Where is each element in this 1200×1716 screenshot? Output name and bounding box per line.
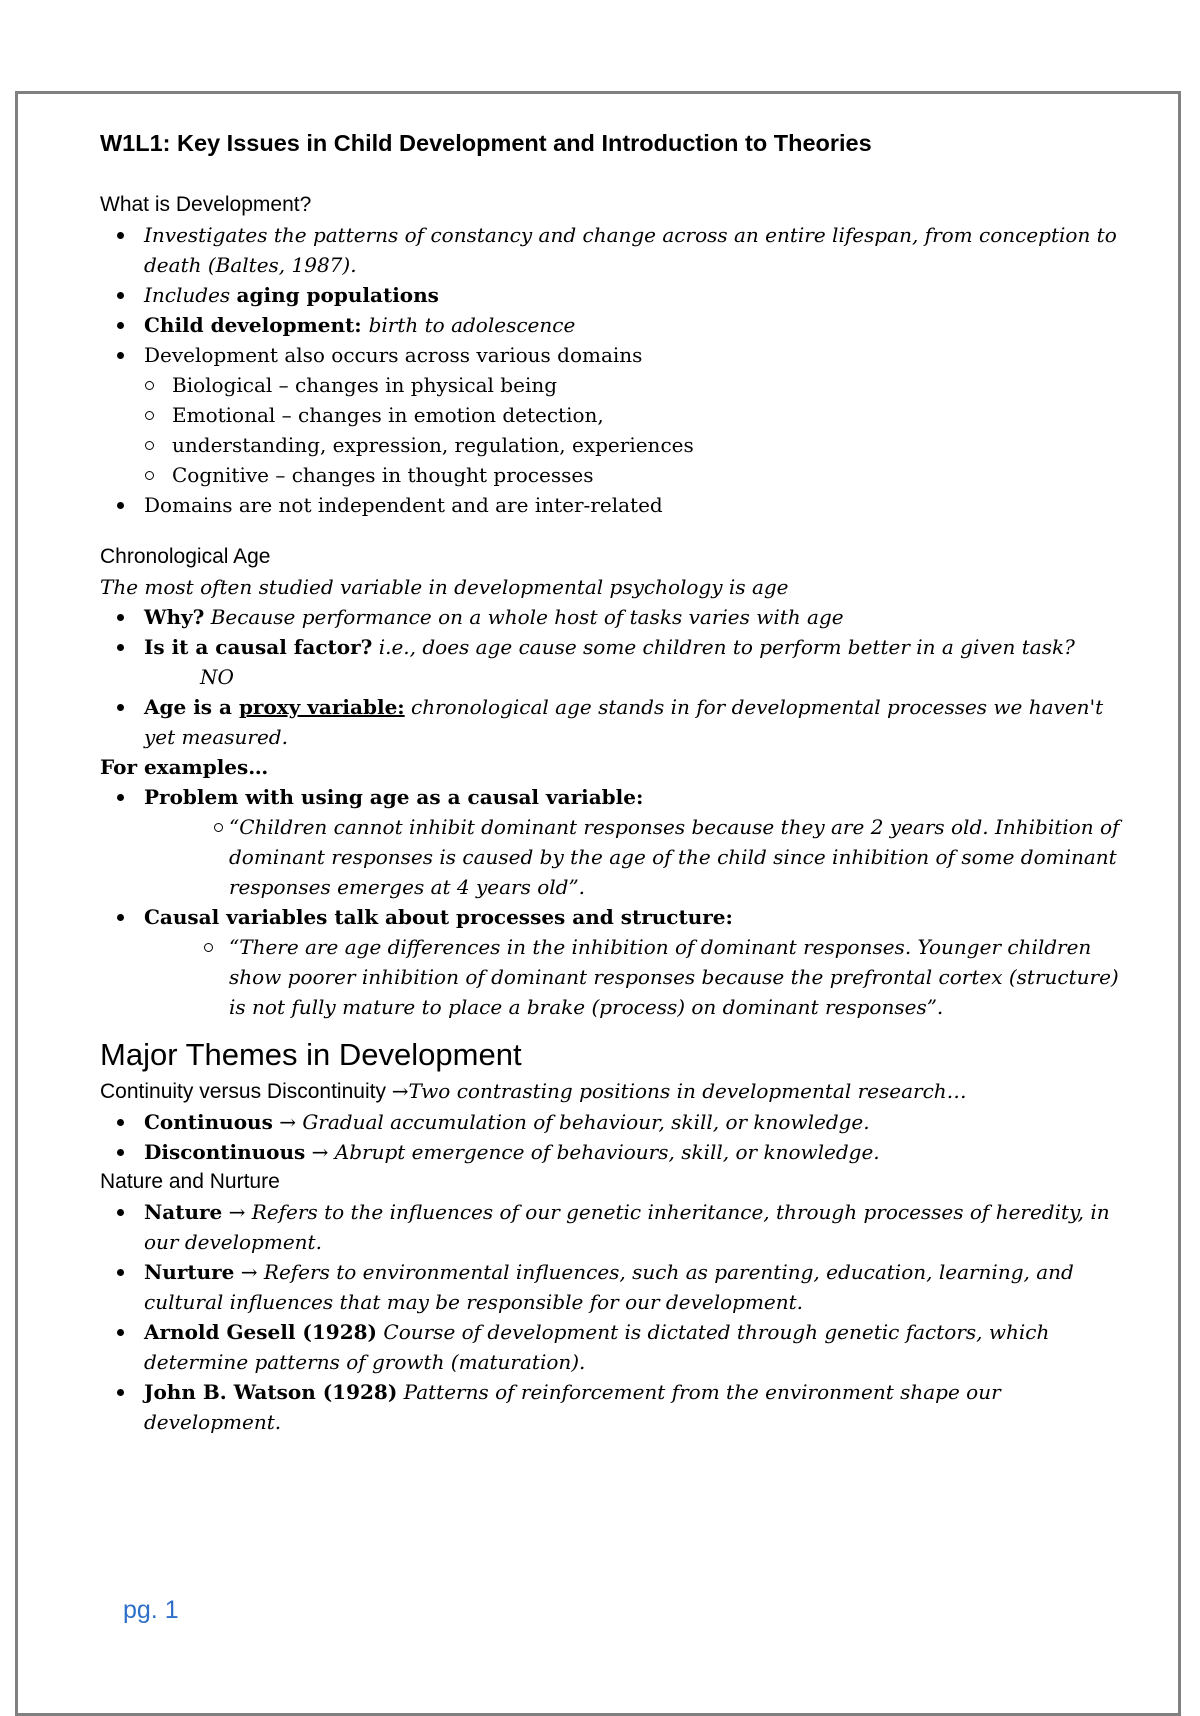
list-item: Child development: birth to adolescence [100, 310, 1130, 340]
section-heading-major-themes: Major Themes in Development [100, 1037, 522, 1072]
nature-nurture-heading: Nature and Nurture [100, 1170, 280, 1193]
sub-list-item: Cognitive – changes in thought processes [144, 460, 1130, 490]
list-item: Domains are not independent and are inter-related [100, 490, 1130, 520]
list-item: Discontinuous → Abrupt emergence of behaviours, skill, or knowledge. [100, 1137, 1130, 1167]
list-item: Investigates the patterns of constancy and change across an entire lifespan, from conception to death (Baltes, 1987). [100, 220, 1130, 280]
list-item: Includes aging populations [100, 280, 1130, 310]
sub-list-item: “Children cannot inhibit dominant responses because they are 2 years old. Inhibition of dominant responses is caused by the age of the child since inhibition of some dominant responses emerges at 4 years old”. [188, 812, 1130, 902]
list-item: Nature → Refers to the influences of our genetic inheritance, through processes of heredity, in our development. [100, 1197, 1130, 1257]
no-answer: NO [200, 665, 234, 689]
list-item: Nurture → Refers to environmental influences, such as parenting, education, learning, and cultural influences that may be responsible for our development. [100, 1257, 1130, 1317]
domains-sublist [144, 370, 1130, 490]
document-body [100, 128, 1130, 1437]
problem-sublist [144, 812, 1130, 902]
list-item: Arnold Gesell (1928) Course of development is dictated through genetic factors, which determine patterns of growth (maturation). [100, 1317, 1130, 1377]
sub-list-item: Emotional – changes in emotion detection, [144, 400, 1130, 430]
list-item: Is it a causal factor? i.e., does age cause some children to perform better in a given task? [100, 632, 1130, 662]
proxy-list [100, 692, 1130, 752]
section-heading-chronological-age: Chronological Age [100, 545, 271, 568]
list-item: Continuous → Gradual accumulation of behaviour, skill, or knowledge. [100, 1107, 1130, 1137]
list-item: Causal variables talk about processes and structure: “There are age differences in the inhibition of dominant responses. Younger children show poorer inhibition of dominant responses because the prefrontal cortex (structure) is not fully mature to place a brake (process) on dominant responses”. [100, 902, 1130, 1022]
list-item: Problem with using age as a causal variable: “Children cannot inhibit dominant responses because they are 2 years old. Inhibition of dominant responses is caused by the age of the child since inhibition of some dominant responses emerges at 4 years old”. [100, 782, 1130, 902]
chronological-list [100, 602, 1130, 662]
development-list [100, 220, 1130, 520]
causal-vars-sublist [144, 932, 1130, 1022]
list-item: Why? Because performance on a whole host of tasks varies with age [100, 602, 1130, 632]
list-item: John B. Watson (1928) Patterns of reinforcement from the environment shape our development. [100, 1377, 1130, 1437]
continuity-list [100, 1107, 1130, 1167]
examples-list [100, 782, 1130, 1022]
sub-list-item: understanding, expression, regulation, experiences [144, 430, 1130, 460]
document-title: W1L1: Key Issues in Child Development and Introduction to Theories [100, 130, 872, 156]
sub-list-item: “There are age differences in the inhibition of dominant responses. Younger children show poorer inhibition of dominant responses because the prefrontal cortex (structure) is not fully mature to place a brake (process) on dominant responses”. [188, 932, 1130, 1022]
list-item: Development also occurs across various domains Biological – changes in physical being Emotional – changes in emotion detection, understanding, expression, regulation, experiences Cognitive – changes in thought processes [100, 340, 1130, 490]
sub-list-item: Biological – changes in physical being [144, 370, 1130, 400]
examples-label: For examples… [100, 755, 269, 779]
list-item: Age is a proxy variable: chronological age stands in for developmental processes we haven't yet measured. [100, 692, 1130, 752]
continuity-heading: Continuity versus Discontinuity →Two contrasting positions in developmental research… [100, 1079, 967, 1103]
section-heading-development: What is Development? [100, 193, 312, 216]
page-number: pg. 1 [123, 1596, 179, 1624]
chronological-intro: The most often studied variable in developmental psychology is age [100, 575, 789, 599]
nature-nurture-list [100, 1197, 1130, 1437]
